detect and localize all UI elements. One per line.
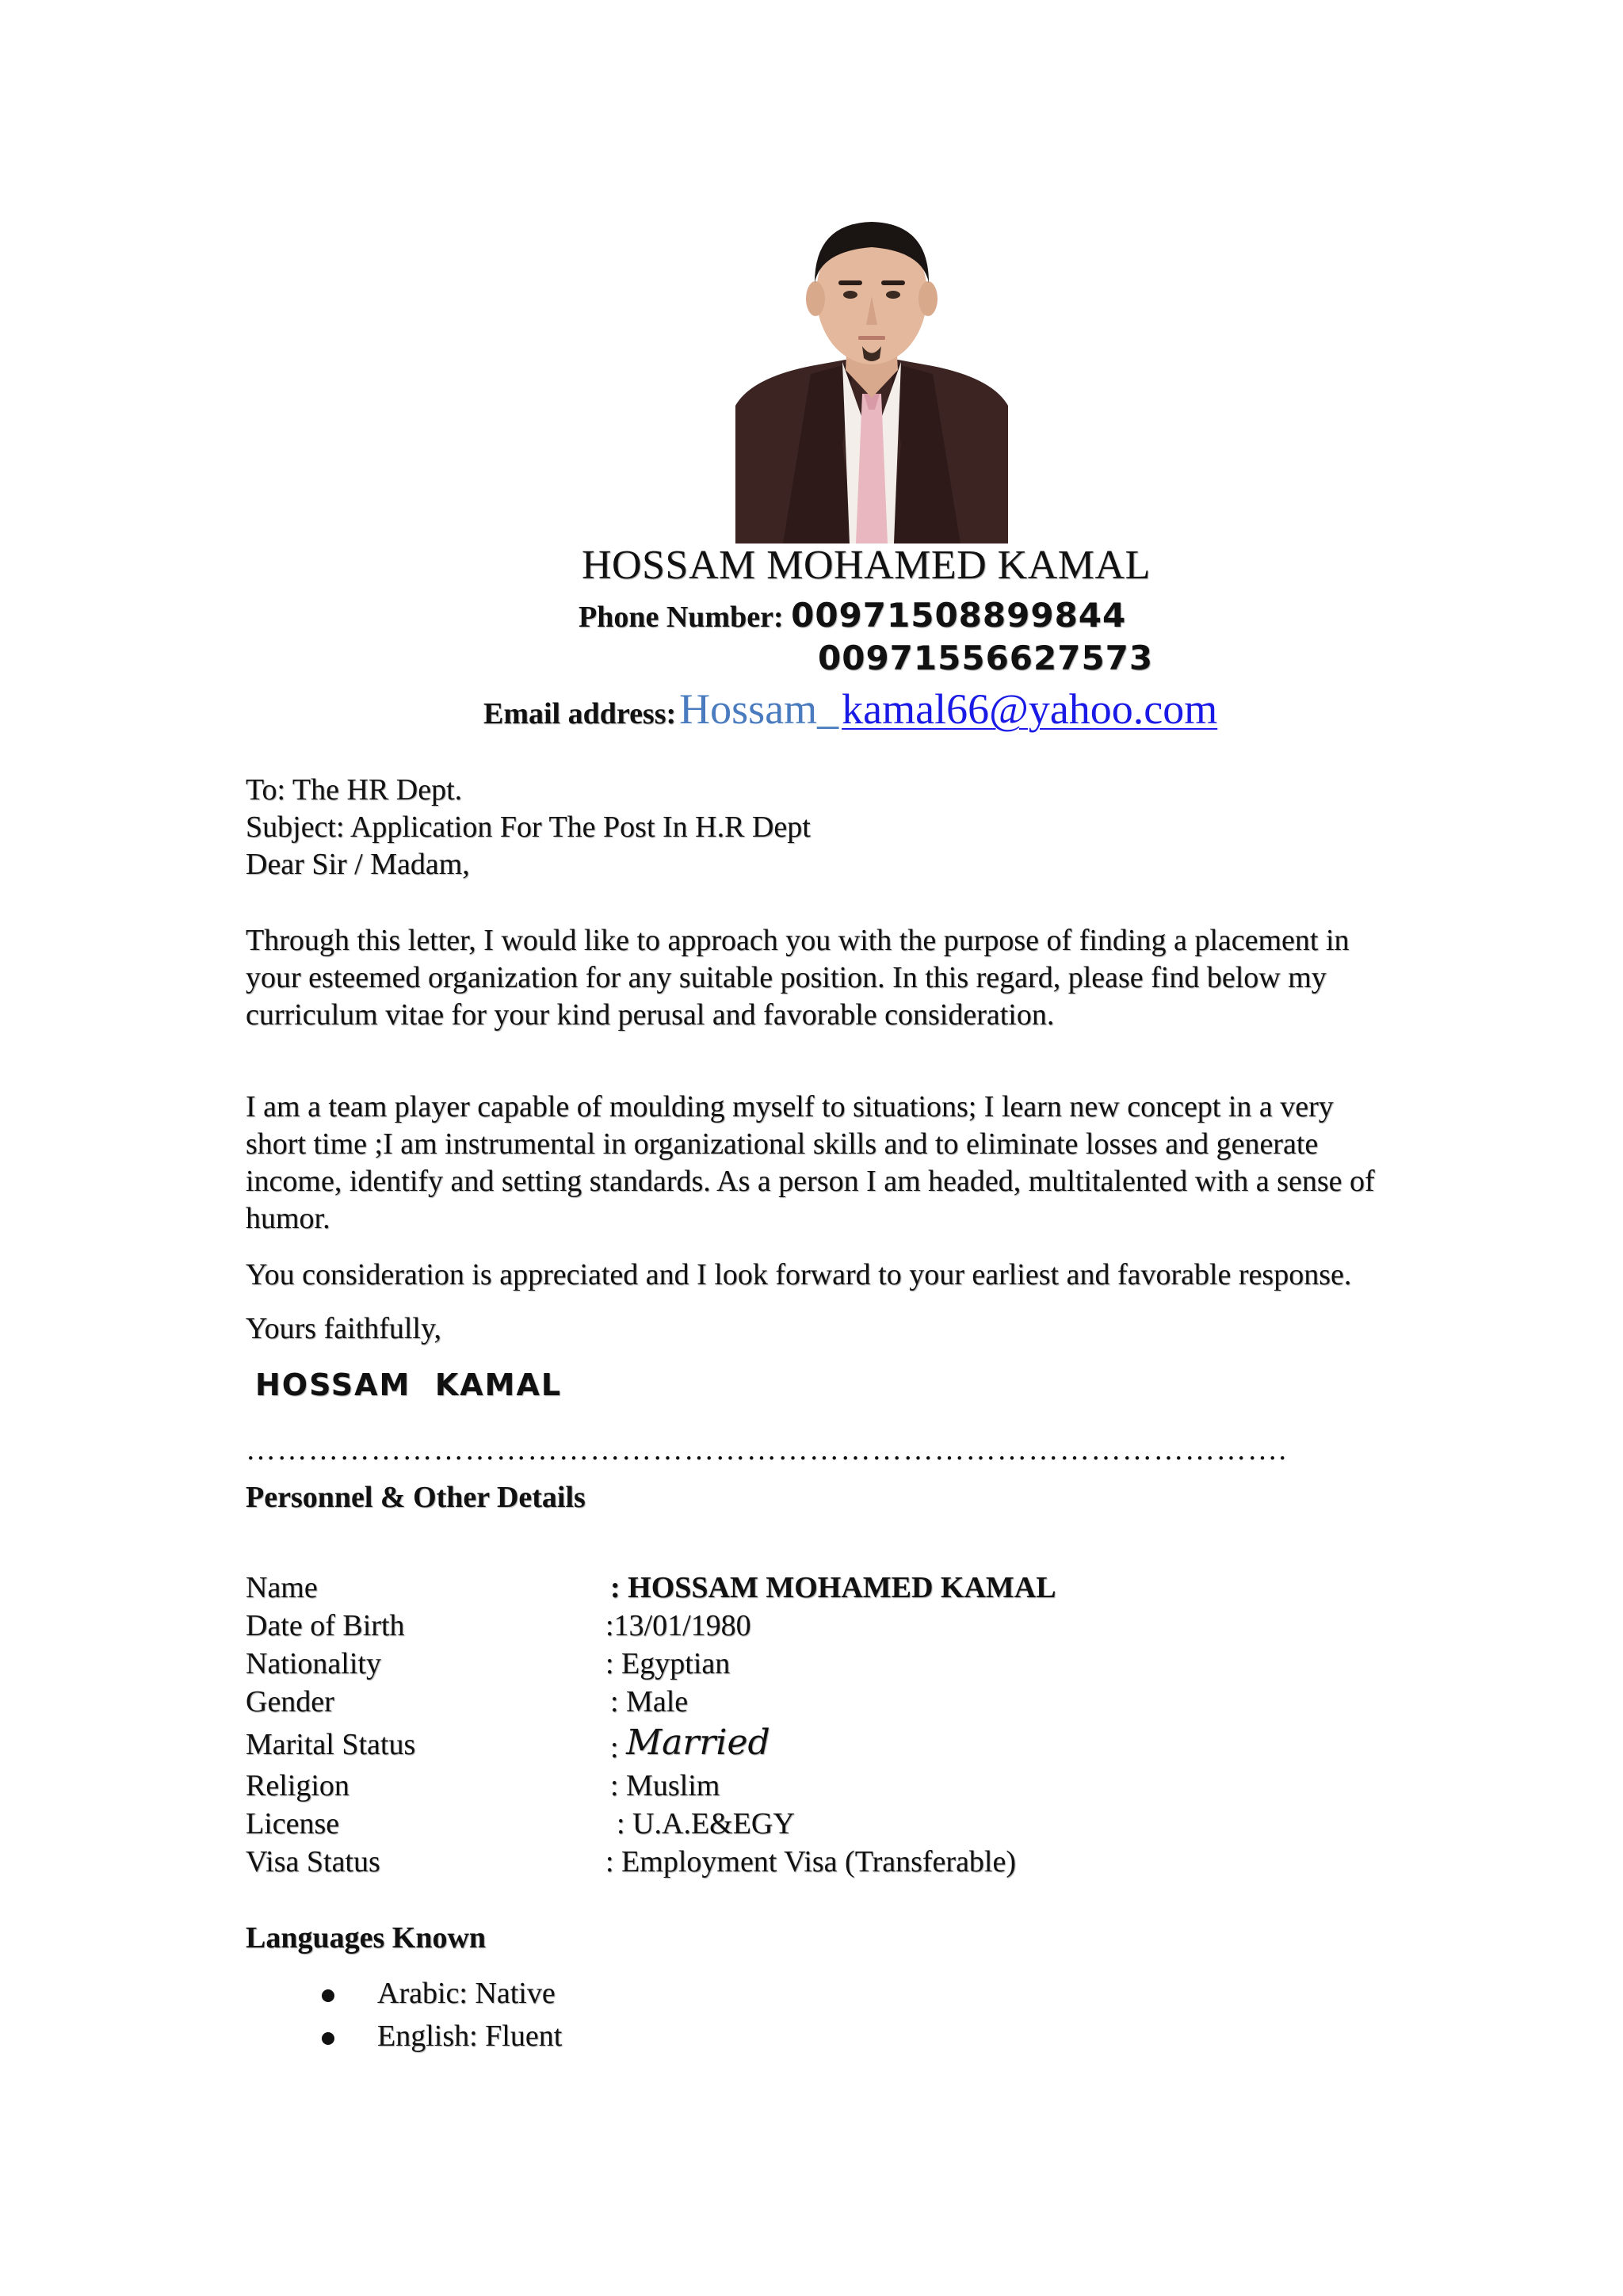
detail-label: Religion xyxy=(246,1769,349,1802)
detail-label: License xyxy=(246,1807,340,1840)
detail-value: : Male xyxy=(610,1685,689,1718)
language-text: Arabic: Native xyxy=(377,1977,556,2010)
detail-value: : Employment Visa (Transferable) xyxy=(605,1845,1017,1878)
profile-photo xyxy=(735,208,1008,543)
letter-salutation: Dear Sir / Madam, xyxy=(246,848,470,881)
letter-paragraph-1 xyxy=(246,922,1514,1034)
letter-paragraph-2 xyxy=(246,1089,1514,1238)
phone-row xyxy=(579,596,1126,635)
detail-value: : U.A.E&EGY xyxy=(617,1807,795,1840)
paragraph-line: I am a team player capable of moulding myself to situations; I learn new concept in a very xyxy=(246,1090,1334,1123)
detail-value: : Egyptian xyxy=(605,1647,731,1680)
detail-value: : Muslim xyxy=(610,1769,720,1802)
paragraph-line: humor. xyxy=(246,1202,330,1235)
bullet-icon xyxy=(322,2032,334,2045)
email-user: Hossam_ xyxy=(679,685,839,733)
phone-colon: : xyxy=(773,601,792,634)
letter-subject: Subject: Application For The Post In H.R Dept xyxy=(246,810,811,844)
detail-label: Marital Status xyxy=(246,1728,416,1761)
detail-value: : HOSSAM MOHAMED KAMAL xyxy=(610,1571,1056,1604)
bullet-icon xyxy=(322,1989,334,2002)
marital-status-value: Married xyxy=(626,1722,770,1763)
phone-number-1: 00971508899844 xyxy=(791,596,1127,635)
signature: HOSSAM KAMAL xyxy=(255,1367,563,1402)
detail-label: Date of Birth xyxy=(246,1609,405,1642)
detail-label: Visa Status xyxy=(246,1845,380,1878)
languages-heading: Languages Known xyxy=(246,1921,487,1955)
email-link[interactable]: kamal66@yahoo.com xyxy=(842,685,1218,733)
detail-value-prefix: : xyxy=(610,1731,627,1764)
email-label: Email address: xyxy=(483,697,677,730)
detail-value xyxy=(610,1722,770,1763)
detail-value: :13/01/1980 xyxy=(605,1609,751,1642)
language-text: English: Fluent xyxy=(377,2019,563,2053)
phone-label: Phone Number xyxy=(579,601,773,634)
email-row xyxy=(483,685,1217,734)
personal-details-heading: Personnel & Other Details xyxy=(246,1481,586,1514)
paragraph-line: income, identify and setting standards. As a person I am headed, multitalented with a sense of xyxy=(246,1165,1375,1198)
letter-closing: Yours faithfully, xyxy=(246,1312,442,1345)
paragraph-line: curriculum vitae for your kind perusal and favorable consideration. xyxy=(246,998,1055,1032)
detail-label: Gender xyxy=(246,1685,334,1718)
phone-number-2: 00971556627573 xyxy=(818,639,1154,677)
paragraph-line: your esteemed organization for any suitable position. In this regard, please find below my xyxy=(246,961,1327,994)
detail-label: Nationality xyxy=(246,1647,381,1680)
detail-label: Name xyxy=(246,1571,318,1604)
paragraph-line: Through this letter, I would like to approach you with the purpose of finding a placement in xyxy=(246,924,1350,957)
letter-to: To: The HR Dept. xyxy=(246,773,463,807)
applicant-name: HOSSAM MOHAMED KAMAL xyxy=(582,543,1151,588)
letter-paragraph-3: You consideration is appreciated and I look forward to your earliest and favorable response. xyxy=(246,1258,1352,1291)
paragraph-line: short time ;I am instrumental in organizational skills and to eliminate losses and generate xyxy=(246,1127,1319,1161)
separator-line: ………………………………………………………………………………………. xyxy=(246,1433,1288,1466)
